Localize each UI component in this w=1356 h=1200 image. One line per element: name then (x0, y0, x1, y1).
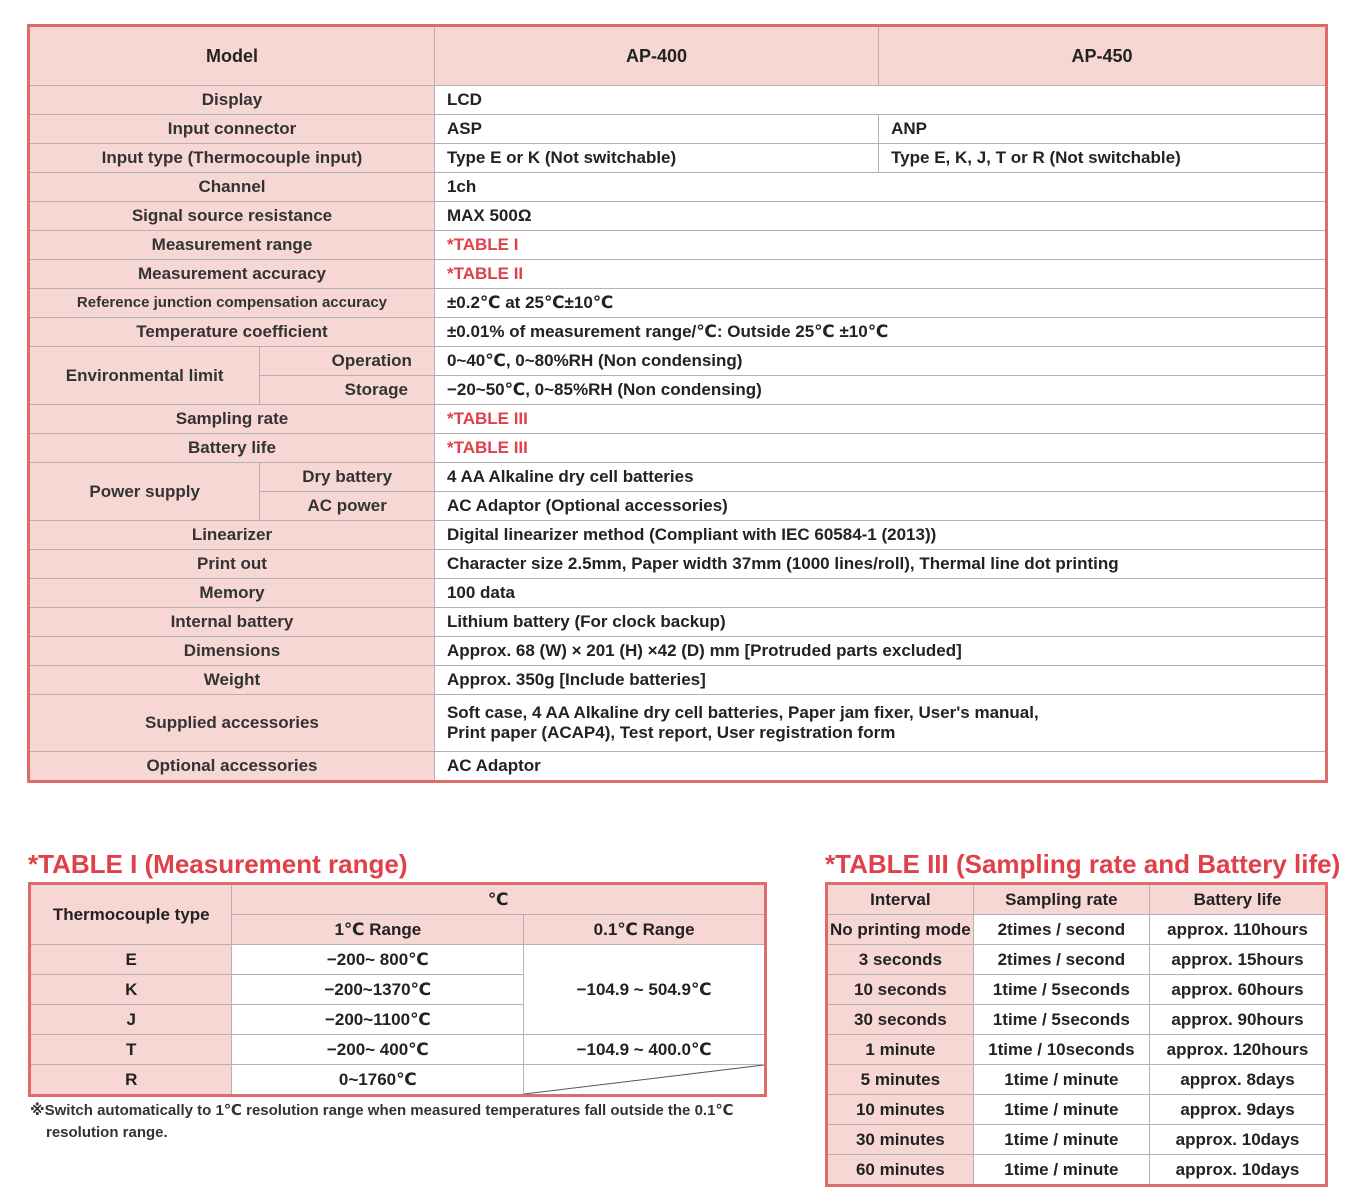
table1-range-r: 0~1760℃ (232, 1065, 524, 1096)
table-row (827, 1155, 1327, 1186)
table3-interval: 60 minutes (827, 1155, 974, 1186)
signal-value: MAX 500Ω (434, 202, 1326, 231)
table3-interval: 5 minutes (827, 1065, 974, 1095)
supplied-value (434, 695, 1326, 752)
tempcoef-label: Temperature coefficient (29, 318, 435, 347)
weight-value: Approx. 350g [Include batteries] (434, 666, 1326, 695)
table1-type-k: K (30, 975, 232, 1005)
table3-interval: 1 minute (827, 1035, 974, 1065)
model-ap450: AP-450 (879, 26, 1327, 86)
table-row (30, 1065, 766, 1096)
table-row (827, 915, 1327, 945)
table3-sampling: 1time / minute (973, 1155, 1149, 1186)
table1-title: *TABLE I (Measurement range) (28, 849, 408, 879)
dimensions-label: Dimensions (29, 637, 435, 666)
table-row (30, 1035, 766, 1065)
table3-title: *TABLE III (Sampling rate and Battery life) (825, 849, 1341, 879)
table1-type-e: E (30, 945, 232, 975)
model-ap400: AP-400 (434, 26, 878, 86)
table3-interval: 3 seconds (827, 945, 974, 975)
supplied-label: Supplied accessories (29, 695, 435, 752)
spec-row-dimensions (29, 637, 1327, 666)
table1-note-line-1: ※Switch automatically to 1℃ resolution range when measured temperatures fall outside the 0.1℃ (30, 1102, 734, 1119)
spec-row-optional (29, 752, 1327, 782)
table-row (827, 1065, 1327, 1095)
printout-value: Character size 2.5mm, Paper width 37mm (1000 lines/roll), Thermal line dot printing (434, 550, 1326, 579)
dimensions-value: Approx. 68 (W) × 201 (H) ×42 (D) mm [Protruded parts excluded] (434, 637, 1326, 666)
display-label: Display (29, 86, 435, 115)
table3-sampling: 2times / second (973, 945, 1149, 975)
env-operation-value: 0~40℃, 0~80%RH (Non condensing) (434, 347, 1326, 376)
table1-note (30, 1100, 790, 1144)
table1-01c-r-empty (524, 1065, 766, 1096)
env-operation-label: Operation (260, 347, 435, 376)
channel-value: 1ch (434, 173, 1326, 202)
table3-col-battery: Battery life (1150, 884, 1327, 915)
intbattery-label: Internal battery (29, 608, 435, 637)
env-storage-label: Storage (260, 376, 435, 405)
table3-battery: approx. 10days (1150, 1125, 1327, 1155)
table3-sampling: 1time / minute (973, 1095, 1149, 1125)
table3-header-row (827, 884, 1327, 915)
display-value: LCD (434, 86, 1326, 115)
table1-type-r: R (30, 1065, 232, 1096)
signal-label: Signal source resistance (29, 202, 435, 231)
spec-row-memory (29, 579, 1327, 608)
refjunc-label: Reference junction compensation accuracy (29, 289, 435, 318)
table3-sampling: 1time / 10seconds (973, 1035, 1149, 1065)
spec-row-refjunc (29, 289, 1327, 318)
spec-row-input-connector (29, 115, 1327, 144)
linearizer-value: Digital linearizer method (Compliant with IEC 60584-1 (2013)) (434, 521, 1326, 550)
input-connector-ap450: ANP (879, 115, 1327, 144)
table3-interval: No printing mode (827, 915, 974, 945)
spec-row-linearizer (29, 521, 1327, 550)
table1-col-unit: ℃ (232, 884, 766, 915)
battery-table-link: *TABLE III (434, 434, 1326, 463)
table3-battery: approx. 120hours (1150, 1035, 1327, 1065)
table1-range-e: −200~ 800℃ (232, 945, 524, 975)
table3-battery: approx. 15hours (1150, 945, 1327, 975)
sampling-label: Sampling rate (29, 405, 435, 434)
power-ac-label: AC power (260, 492, 435, 521)
table3-interval: 10 minutes (827, 1095, 974, 1125)
model-label: Model (29, 26, 435, 86)
spec-row-battery (29, 434, 1327, 463)
spec-row-intbattery (29, 608, 1327, 637)
table1-col-type: Thermocouple type (30, 884, 232, 945)
accuracy-table-link: *TABLE II (434, 260, 1326, 289)
table1-range-k: −200~1370℃ (232, 975, 524, 1005)
table3-sampling: 2times / second (973, 915, 1149, 945)
input-type-label: Input type (Thermocouple input) (29, 144, 435, 173)
spec-row-tempcoef (29, 318, 1327, 347)
spec-row-power-dry (29, 463, 1327, 492)
supplied-line-2: Print paper (ACAP4), Test report, User registration form (446, 723, 896, 742)
spec-row-display (29, 86, 1327, 115)
table3-interval: 30 seconds (827, 1005, 974, 1035)
table1-type-j: J (30, 1005, 232, 1035)
spec-row-range (29, 231, 1327, 260)
optional-value: AC Adaptor (434, 752, 1326, 782)
spec-row-input-type (29, 144, 1327, 173)
battery-label: Battery life (29, 434, 435, 463)
linearizer-label: Linearizer (29, 521, 435, 550)
table1-type-t: T (30, 1035, 232, 1065)
input-type-ap400: Type E or K (Not switchable) (434, 144, 878, 173)
spec-row-signal (29, 202, 1327, 231)
table3-interval: 10 seconds (827, 975, 974, 1005)
printout-label: Print out (29, 550, 435, 579)
refjunc-value: ±0.2℃ at 25℃±10℃ (434, 289, 1326, 318)
table3-battery: approx. 110hours (1150, 915, 1327, 945)
env-storage-value: −20~50℃, 0~85%RH (Non condensing) (434, 376, 1326, 405)
table-row (827, 1125, 1327, 1155)
table3-battery: approx. 10days (1150, 1155, 1327, 1186)
table3-sampling: 1time / 5seconds (973, 1005, 1149, 1035)
memory-label: Memory (29, 579, 435, 608)
optional-label: Optional accessories (29, 752, 435, 782)
accuracy-label: Measurement accuracy (29, 260, 435, 289)
table1-01c-t: −104.9 ~ 400.0℃ (524, 1035, 766, 1065)
table1-header-row (30, 884, 766, 915)
spec-row-supplied (29, 695, 1327, 752)
table1 (28, 882, 767, 1097)
weight-label: Weight (29, 666, 435, 695)
intbattery-value: Lithium battery (For clock backup) (434, 608, 1326, 637)
table3-sampling: 1time / minute (973, 1125, 1149, 1155)
table1-01c-ekj: −104.9 ~ 504.9℃ (524, 945, 766, 1035)
range-label: Measurement range (29, 231, 435, 260)
spec-row-sampling (29, 405, 1327, 434)
table1-range-j: −200~1100℃ (232, 1005, 524, 1035)
table3-col-interval: Interval (827, 884, 974, 915)
table3-battery: approx. 8days (1150, 1065, 1327, 1095)
power-ac-value: AC Adaptor (Optional accessories) (434, 492, 1326, 521)
power-dry-value: 4 AA Alkaline dry cell batteries (434, 463, 1326, 492)
table-row (827, 1005, 1327, 1035)
table-row (827, 1035, 1327, 1065)
table3-sampling: 1time / minute (973, 1065, 1149, 1095)
table1-col-01c: 0.1℃ Range (524, 915, 766, 945)
table1-range-t: −200~ 400℃ (232, 1035, 524, 1065)
input-connector-label: Input connector (29, 115, 435, 144)
table3-battery: approx. 60hours (1150, 975, 1327, 1005)
power-dry-label: Dry battery (260, 463, 435, 492)
table3-sampling: 1time / 5seconds (973, 975, 1149, 1005)
input-connector-ap400: ASP (434, 115, 878, 144)
table-row (827, 1095, 1327, 1125)
sampling-table-link: *TABLE III (434, 405, 1326, 434)
spec-table (27, 24, 1328, 783)
spec-row-accuracy (29, 260, 1327, 289)
tempcoef-value: ±0.01% of measurement range/℃: Outside 25℃ ±10℃ (434, 318, 1326, 347)
table3 (825, 882, 1328, 1187)
spec-row-channel (29, 173, 1327, 202)
spec-row-printout (29, 550, 1327, 579)
power-label: Power supply (29, 463, 260, 521)
table3-interval: 30 minutes (827, 1125, 974, 1155)
memory-value: 100 data (434, 579, 1326, 608)
spec-row-model (29, 26, 1327, 86)
table-row (30, 945, 766, 975)
table3-battery: approx. 9days (1150, 1095, 1327, 1125)
diagonal-slash (524, 1065, 764, 1094)
table1-col-1c: 1℃ Range (232, 915, 524, 945)
range-table-link: *TABLE I (434, 231, 1326, 260)
input-type-ap450: Type E, K, J, T or R (Not switchable) (879, 144, 1327, 173)
table1-note-line-2: resolution range. (46, 1124, 168, 1141)
table3-col-sampling: Sampling rate (973, 884, 1149, 915)
channel-label: Channel (29, 173, 435, 202)
table-row (827, 975, 1327, 1005)
supplied-line-1: Soft case, 4 AA Alkaline dry cell batteries, Paper jam fixer, User's manual, (446, 703, 1039, 722)
spec-row-env-operation (29, 347, 1327, 376)
table3-battery: approx. 90hours (1150, 1005, 1327, 1035)
spec-row-weight (29, 666, 1327, 695)
env-label: Environmental limit (29, 347, 260, 405)
table-row (827, 945, 1327, 975)
